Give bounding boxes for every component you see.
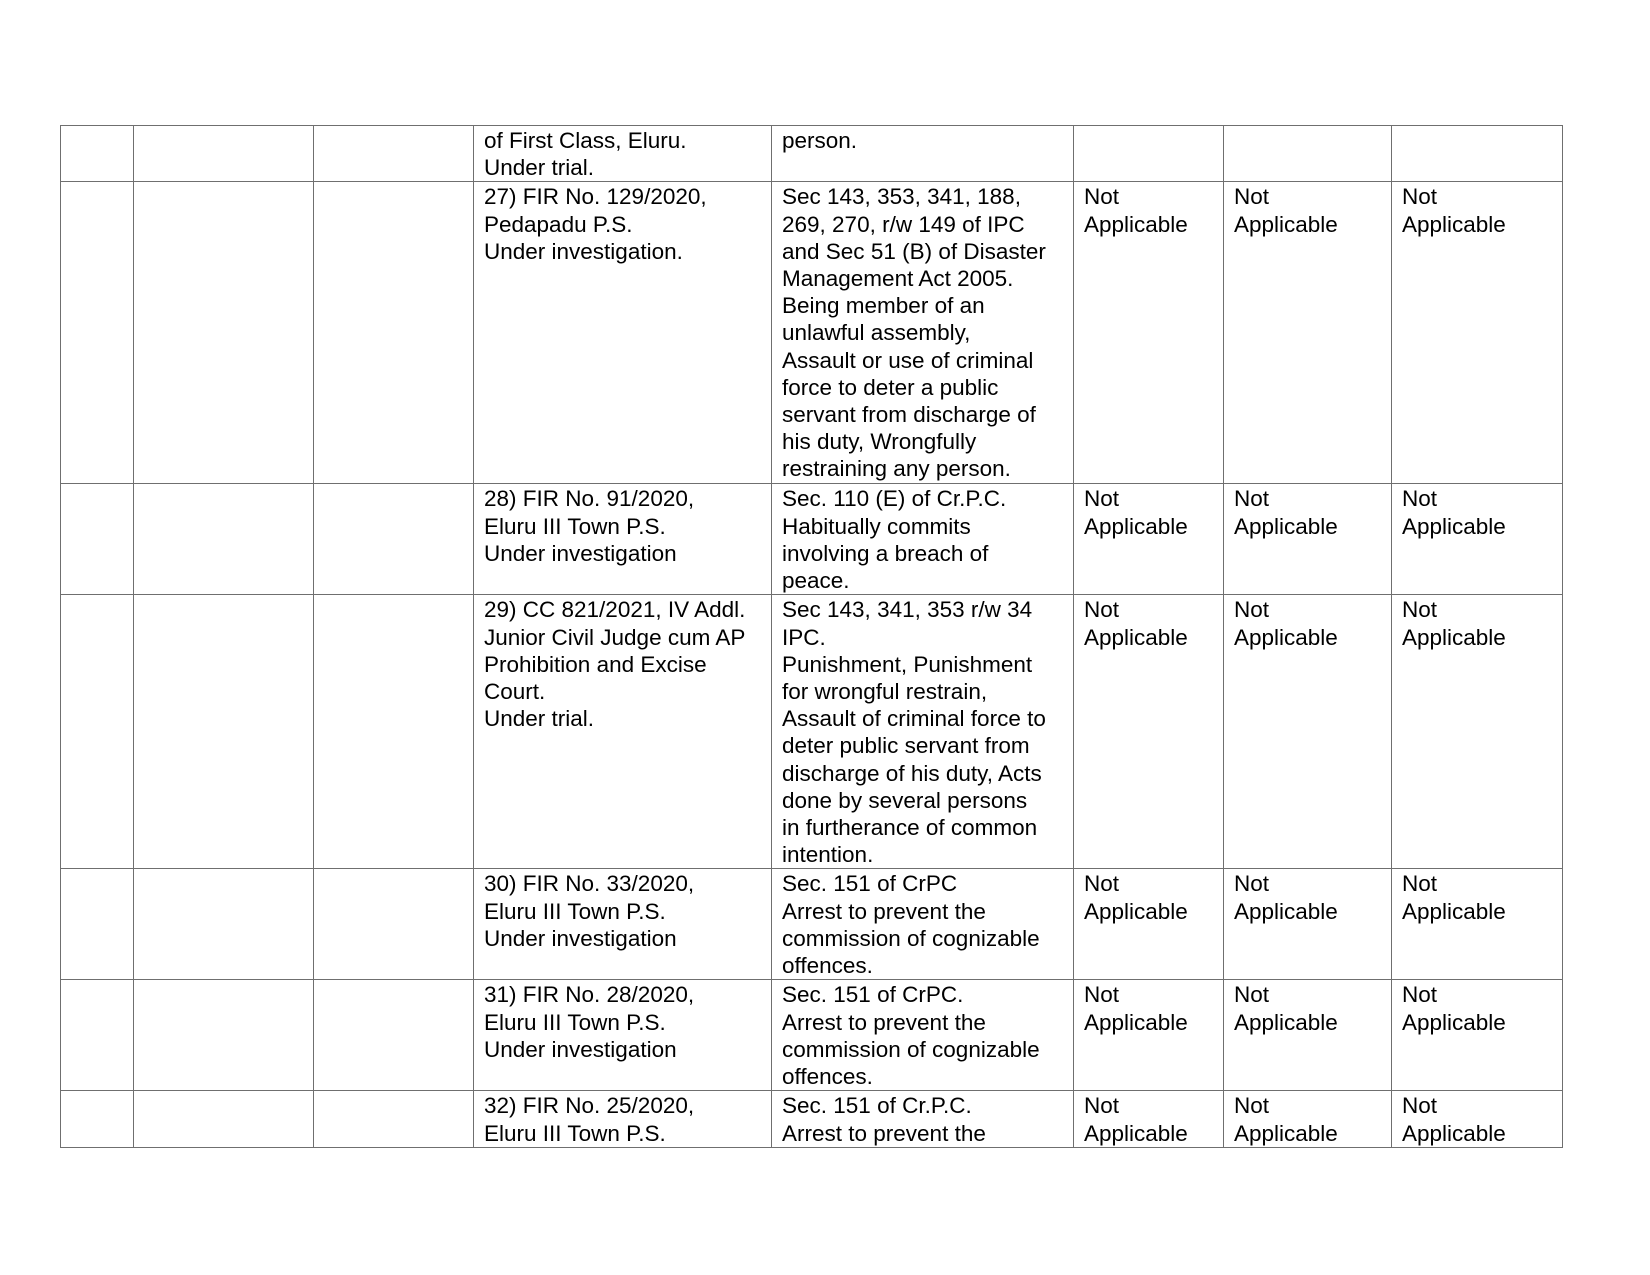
case-details-cell: 27) FIR No. 129/2020, Pedapadu P.S. Under investigation. — [474, 182, 772, 484]
applicability-cell: Not Applicable — [1224, 182, 1392, 484]
cell-empty — [134, 484, 314, 595]
applicability-cell: Not Applicable — [1224, 484, 1392, 595]
cases-table — [60, 125, 1563, 1148]
sections-cell: Sec 143, 353, 341, 188, 269, 270, r/w 149 of IPC and Sec 51 (B) of Disaster Management Act 2005. Being member of an unlawful assembly, Assault or use of criminal force to deter a public servant from discharge of his duty, Wrongfully restraining any person. — [772, 182, 1074, 484]
table-row — [61, 595, 1563, 869]
table-row — [61, 980, 1563, 1091]
cell-empty — [61, 1091, 134, 1147]
sections-cell: Sec. 110 (E) of Cr.P.C. Habitually commits involving a breach of peace. — [772, 484, 1074, 595]
sections-cell: Sec. 151 of CrPC. Arrest to prevent the commission of cognizable offences. — [772, 980, 1074, 1091]
cell-empty — [134, 869, 314, 980]
table-row — [61, 1091, 1563, 1147]
cell-empty — [314, 869, 474, 980]
case-details-cell: of First Class, Eluru. Under trial. — [474, 126, 772, 182]
applicability-cell: Not Applicable — [1224, 980, 1392, 1091]
cell-empty — [61, 595, 134, 869]
cell-empty — [61, 869, 134, 980]
applicability-cell: Not Applicable — [1074, 182, 1224, 484]
applicability-cell: Not Applicable — [1074, 869, 1224, 980]
applicability-cell — [1224, 126, 1392, 182]
case-details-cell: 30) FIR No. 33/2020, Eluru III Town P.S. Under investigation — [474, 869, 772, 980]
cell-empty — [61, 126, 134, 182]
cell-empty — [134, 980, 314, 1091]
applicability-cell: Not Applicable — [1392, 869, 1563, 980]
applicability-cell: Not Applicable — [1392, 595, 1563, 869]
cell-empty — [134, 1091, 314, 1147]
sections-cell: person. — [772, 126, 1074, 182]
cell-empty — [134, 182, 314, 484]
cell-empty — [61, 980, 134, 1091]
applicability-cell: Not Applicable — [1392, 980, 1563, 1091]
applicability-cell — [1074, 126, 1224, 182]
cell-empty — [61, 484, 134, 595]
applicability-cell: Not Applicable — [1392, 1091, 1563, 1147]
applicability-cell: Not Applicable — [1074, 595, 1224, 869]
cell-empty — [314, 484, 474, 595]
cell-empty — [134, 595, 314, 869]
cell-empty — [61, 182, 134, 484]
table-row — [61, 869, 1563, 980]
table-row — [61, 126, 1563, 182]
case-details-cell: 31) FIR No. 28/2020, Eluru III Town P.S. Under investigation — [474, 980, 772, 1091]
table-row — [61, 182, 1563, 484]
sections-cell: Sec. 151 of CrPC Arrest to prevent the commission of cognizable offences. — [772, 869, 1074, 980]
case-details-cell: 28) FIR No. 91/2020, Eluru III Town P.S. Under investigation — [474, 484, 772, 595]
sections-cell: Sec 143, 341, 353 r/w 34 IPC. Punishment, Punishment for wrongful restrain, Assault of criminal force to deter public servant from discharge of his duty, Acts done by several persons in furtherance of common intention. — [772, 595, 1074, 869]
applicability-cell: Not Applicable — [1224, 595, 1392, 869]
applicability-cell: Not Applicable — [1224, 869, 1392, 980]
case-details-cell: 32) FIR No. 25/2020, Eluru III Town P.S. — [474, 1091, 772, 1147]
cell-empty — [134, 126, 314, 182]
applicability-cell: Not Applicable — [1074, 1091, 1224, 1147]
applicability-cell: Not Applicable — [1392, 182, 1563, 484]
sections-cell: Sec. 151 of Cr.P.C. Arrest to prevent the — [772, 1091, 1074, 1147]
cell-empty — [314, 126, 474, 182]
case-details-cell: 29) CC 821/2021, IV Addl. Junior Civil Judge cum AP Prohibition and Excise Court. Under trial. — [474, 595, 772, 869]
table-row — [61, 484, 1563, 595]
applicability-cell — [1392, 126, 1563, 182]
applicability-cell: Not Applicable — [1224, 1091, 1392, 1147]
applicability-cell: Not Applicable — [1074, 484, 1224, 595]
applicability-cell: Not Applicable — [1392, 484, 1563, 595]
cell-empty — [314, 182, 474, 484]
cell-empty — [314, 595, 474, 869]
cell-empty — [314, 980, 474, 1091]
applicability-cell: Not Applicable — [1074, 980, 1224, 1091]
cell-empty — [314, 1091, 474, 1147]
